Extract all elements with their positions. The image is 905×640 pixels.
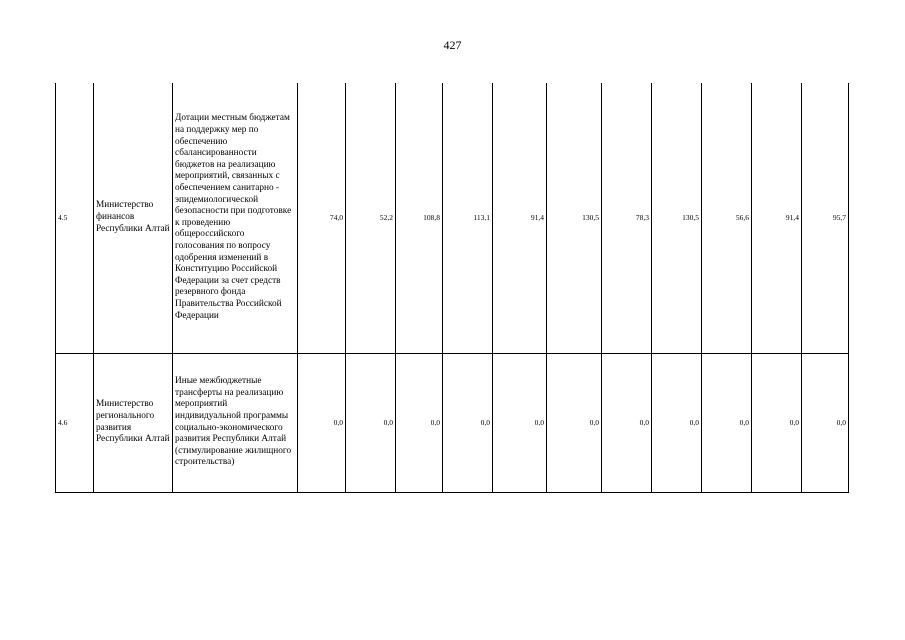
row-owner: Министерство финансов Республики Алтай bbox=[94, 83, 173, 353]
row-value: 0,0 bbox=[346, 353, 396, 492]
row-value: 56,6 bbox=[702, 83, 752, 353]
row-value: 130,5 bbox=[547, 83, 602, 353]
row-value: 91,4 bbox=[493, 83, 547, 353]
row-value: 0,0 bbox=[752, 353, 802, 492]
row-value: 91,4 bbox=[752, 83, 802, 353]
row-value: 0,0 bbox=[396, 353, 443, 492]
row-description-text: Иные межбюджетные трансферты на реализацию мероприятий индивидуальной программы социально-экономического развития Республики Алтай (стимулирование жилищного строительства) bbox=[175, 376, 292, 468]
table-row bbox=[56, 353, 849, 492]
row-value: 0,0 bbox=[602, 353, 652, 492]
row-value: 52,2 bbox=[346, 83, 396, 353]
row-owner: Министерство регионального развития Республики Алтай bbox=[94, 353, 173, 492]
page-number: 427 bbox=[443, 38, 462, 52]
row-number: 4.5 bbox=[56, 83, 94, 353]
table-row bbox=[56, 83, 849, 353]
row-value: 0,0 bbox=[702, 353, 752, 492]
row-value: 130,5 bbox=[652, 83, 702, 353]
row-description bbox=[173, 353, 298, 492]
row-value: 0,0 bbox=[298, 353, 346, 492]
row-value: 0,0 bbox=[547, 353, 602, 492]
budget-table bbox=[55, 83, 849, 493]
row-value: 74,0 bbox=[298, 83, 346, 353]
row-value: 78,3 bbox=[602, 83, 652, 353]
row-description bbox=[173, 83, 298, 353]
row-value: 0,0 bbox=[652, 353, 702, 492]
row-value: 113,1 bbox=[443, 83, 493, 353]
row-value: 108,8 bbox=[396, 83, 443, 353]
row-value: 95,7 bbox=[802, 83, 849, 353]
row-description-text: Дотации местным бюджетам на поддержку мер по обеспечению сбалансированности бюджетов на реализацию мероприятий, связанных с обеспечением санитарно - эпидемиологической безопасности при подготовке к проведению общероссийского голосования по вопросу одобрения изменений в Конституцию Российской Федерации за счет средств резервного фонда Правительства Российской Федерации bbox=[175, 113, 292, 321]
row-value: 0,0 bbox=[493, 353, 547, 492]
row-value: 0,0 bbox=[802, 353, 849, 492]
row-value: 0,0 bbox=[443, 353, 493, 492]
row-number: 4.6 bbox=[56, 353, 94, 492]
